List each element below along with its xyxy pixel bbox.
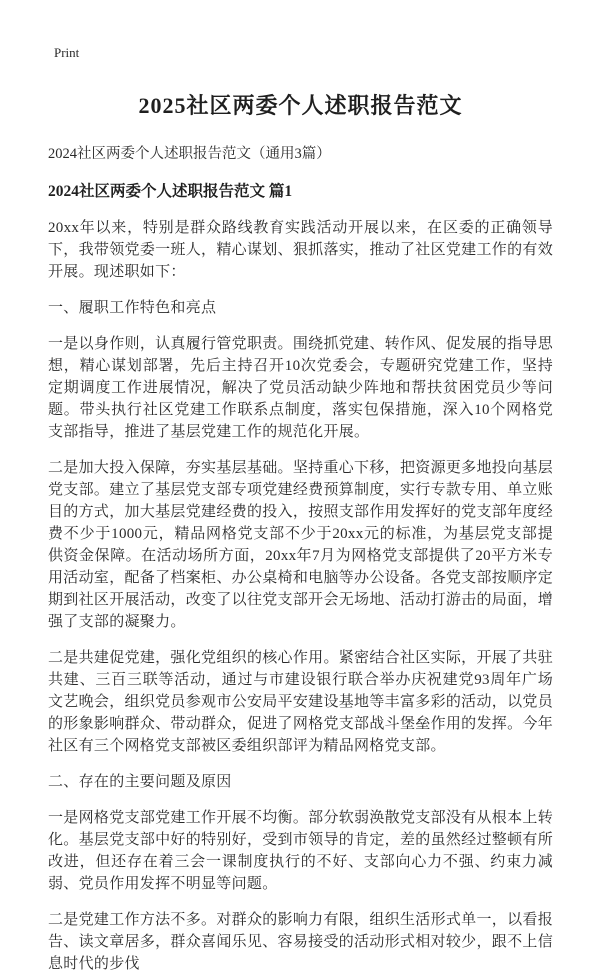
print-button[interactable]: Print xyxy=(54,45,80,60)
part-1-heading: 2024社区两委个人述职报告范文 篇1 xyxy=(48,183,293,200)
document-subtitle: 2024社区两委个人述职报告范文（通用3篇） xyxy=(48,146,331,162)
section-1-heading: 一、履职工作特色和亮点 xyxy=(48,300,217,316)
section-1-paragraph-1: 一是以身作则，认真履行管党职责。围绕抓党建、转作风、促发展的指导思想，精心谋划部署，先后主持召开10次党委会，专题研究党建工作，坚持定期调度工作进展情况，解决了党员活动缺少阵地和帮扶贫困党员少等问题。带头执行社区党建工作联系点制度，落实包保措施，深入10个网格党支部指导，推进了基层党建工作的规范化开展。 xyxy=(48,336,553,440)
section-2-paragraph-1: 一是网格党支部党建工作开展不均衡。部分软弱涣散党支部没有从根本上转化。基层党支部中好的特别好，受到市领导的肯定，差的虽然经过整顿有所改进，但还存在着三会一课制度执行的不好、支部向心力不强、约束力减弱、党员作用发挥不明显等问题。 xyxy=(48,810,553,892)
page-title: 2025社区两委个人述职报告范文 xyxy=(138,93,463,118)
intro-paragraph: 20xx年以来，特别是群众路线教育实践活动开展以来，在区委的正确领导下，我带领党委一班人，精心谋划、狠抓落实，推动了社区党建工作的有效开展。现述职如下： xyxy=(48,220,553,280)
section-2-heading: 二、存在的主要问题及原因 xyxy=(48,774,232,790)
section-2-paragraph-2: 二是党建工作方法不多。对群众的影响力有限，组织生活形式单一，以看报告、读文章居多，群众喜闻乐见、容易接受的活动形式相对较少，跟不上信息时代的步伐 xyxy=(48,912,553,972)
section-1-paragraph-3: 二是共建促党建，强化党组织的核心作用。紧密结合社区实际，开展了共驻共建、三百三联等活动，通过与市建设银行联合举办庆祝建党93周年广场文艺晚会，组织党员参观市公安局平安建设基地等丰富多彩的活动，以党员的形象影响群众、带动群众，促进了网格党支部战斗堡垒作用的发挥。今年社区有三个网格党支部被区委组织部评为精品网格党支部。 xyxy=(48,650,553,754)
section-1-paragraph-2: 二是加大投入保障，夯实基层基础。坚持重心下移，把资源更多地投向基层党支部。建立了基层党支部专项党建经费预算制度，实行专款专用、单立账目的方式，加大基层党建经费的投入，按照支部作用发挥好的党支部年度经费不少于1000元，精品网格党支部不少于20xx元的标准，为基层党支部提供资金保障。在活动场所方面，20xx年7月为网格党支部提供了20平方米专用活动室，配备了档案柜、办公桌椅和电脑等办公设备。各党支部按顺序定期到社区开展活动，改变了以往党支部开会无场地、活动打游击的局面，增强了支部的凝聚力。 xyxy=(48,460,553,630)
